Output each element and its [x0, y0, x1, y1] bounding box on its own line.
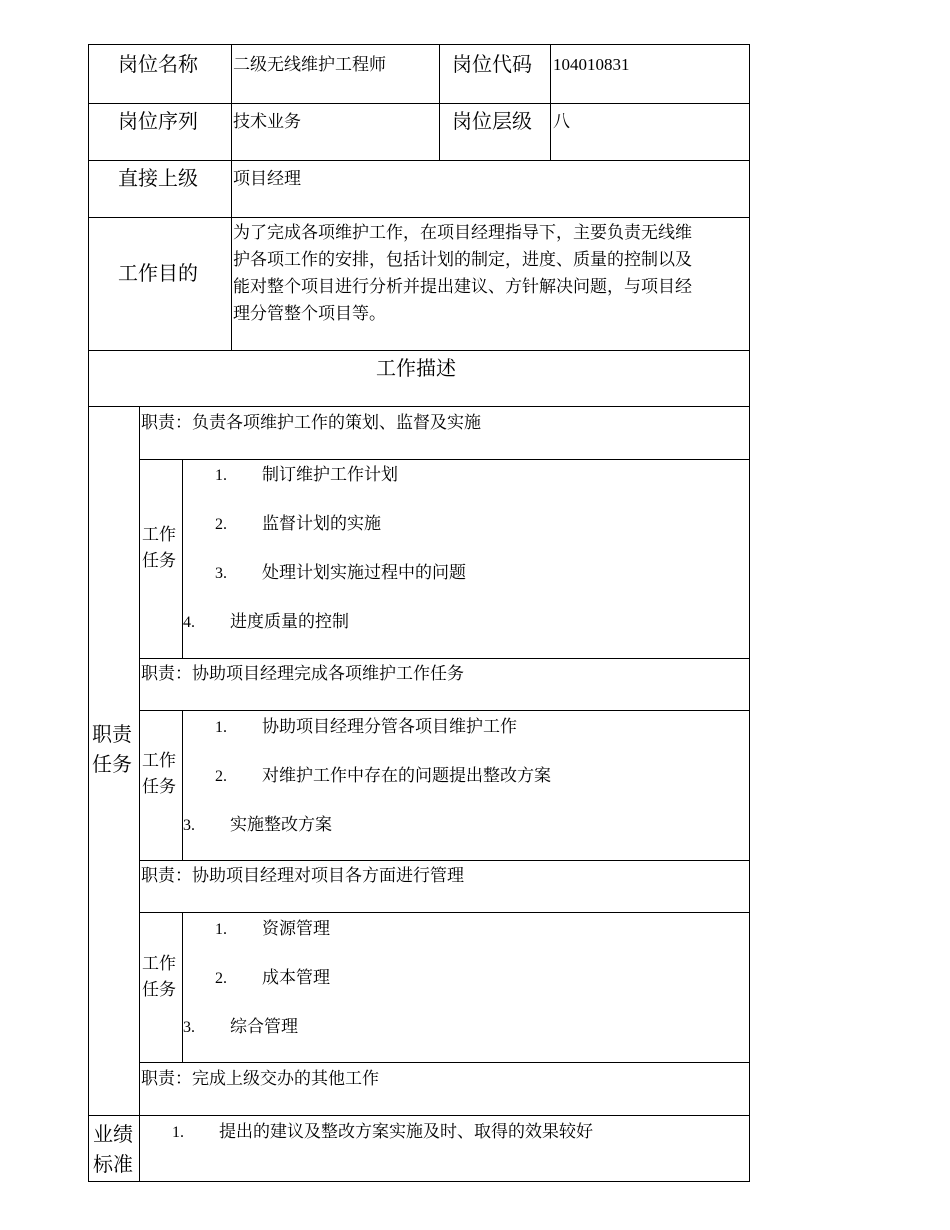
task-text: 资源管理 — [262, 919, 330, 938]
task-text: 实施整改方案 — [230, 815, 332, 834]
position-code-value: 104010831 — [553, 55, 630, 74]
task-text: 协助项目经理分管各项目维护工作 — [262, 717, 517, 736]
task-num: 3. — [215, 565, 227, 582]
task-num: 4. — [183, 614, 195, 631]
task-num: 1. — [215, 467, 227, 484]
task-text: 制订维护工作计划 — [262, 465, 398, 484]
task-text: 进度质量的控制 — [230, 612, 349, 631]
duty-1: 职责：负责各项维护工作的策划、监督及实施 — [141, 413, 481, 432]
task-text: 监督计划的实施 — [262, 514, 381, 533]
purpose-line: 理分管整个项目等。 — [233, 304, 386, 323]
task-text: 对维护工作中存在的问题提出整改方案 — [262, 766, 551, 785]
task-num: 2. — [215, 768, 227, 785]
series-label: 岗位序列 — [118, 111, 198, 133]
task-num: 3. — [183, 1019, 195, 1036]
task-text: 综合管理 — [230, 1017, 298, 1036]
task-num: 1. — [215, 921, 227, 938]
level-value: 八 — [553, 112, 570, 131]
description-title: 工作描述 — [376, 358, 456, 380]
performance-text: 提出的建议及整改方案实施及时、取得的效果较好 — [219, 1122, 593, 1141]
purpose-line: 护各项工作的安排，包括计划的制定，进度、质量的控制以及 — [233, 250, 692, 269]
purpose-line: 为了完成各项维护工作，在项目经理指导下，主要负责无线维 — [233, 223, 692, 242]
performance-num: 1. — [172, 1124, 184, 1141]
task-num: 2. — [215, 516, 227, 533]
series-value: 技术业务 — [233, 112, 301, 131]
task-text: 成本管理 — [262, 968, 330, 987]
purpose-line: 能对整个项目进行分析并提出建议、方针解决问题，与项目经 — [233, 277, 692, 296]
level-label: 岗位层级 — [452, 111, 532, 133]
position-name-label: 岗位名称 — [118, 54, 198, 76]
purpose-text — [233, 219, 745, 327]
task-text: 处理计划实施过程中的问题 — [262, 563, 466, 582]
task-num: 2. — [215, 970, 227, 987]
duty-4: 职责：完成上级交办的其他工作 — [141, 1069, 379, 1088]
position-code-label: 岗位代码 — [452, 54, 532, 76]
performance-label: 业绩标准 — [93, 1124, 133, 1176]
duty-3: 职责：协助项目经理对项目各方面进行管理 — [141, 866, 464, 885]
position-name-value: 二级无线维护工程师 — [233, 55, 386, 74]
task-label-3: 工作任务 — [142, 954, 176, 999]
task-num: 1. — [215, 719, 227, 736]
purpose-label: 工作目的 — [118, 263, 198, 285]
superior-label: 直接上级 — [118, 168, 198, 190]
task-label-1: 工作任务 — [142, 525, 176, 570]
task-label-2: 工作任务 — [142, 751, 176, 796]
duties-side-label: 职责任务 — [92, 724, 132, 776]
superior-value: 项目经理 — [233, 169, 301, 188]
duty-2: 职责：协助项目经理完成各项维护工作任务 — [141, 664, 464, 683]
task-num: 3. — [183, 817, 195, 834]
